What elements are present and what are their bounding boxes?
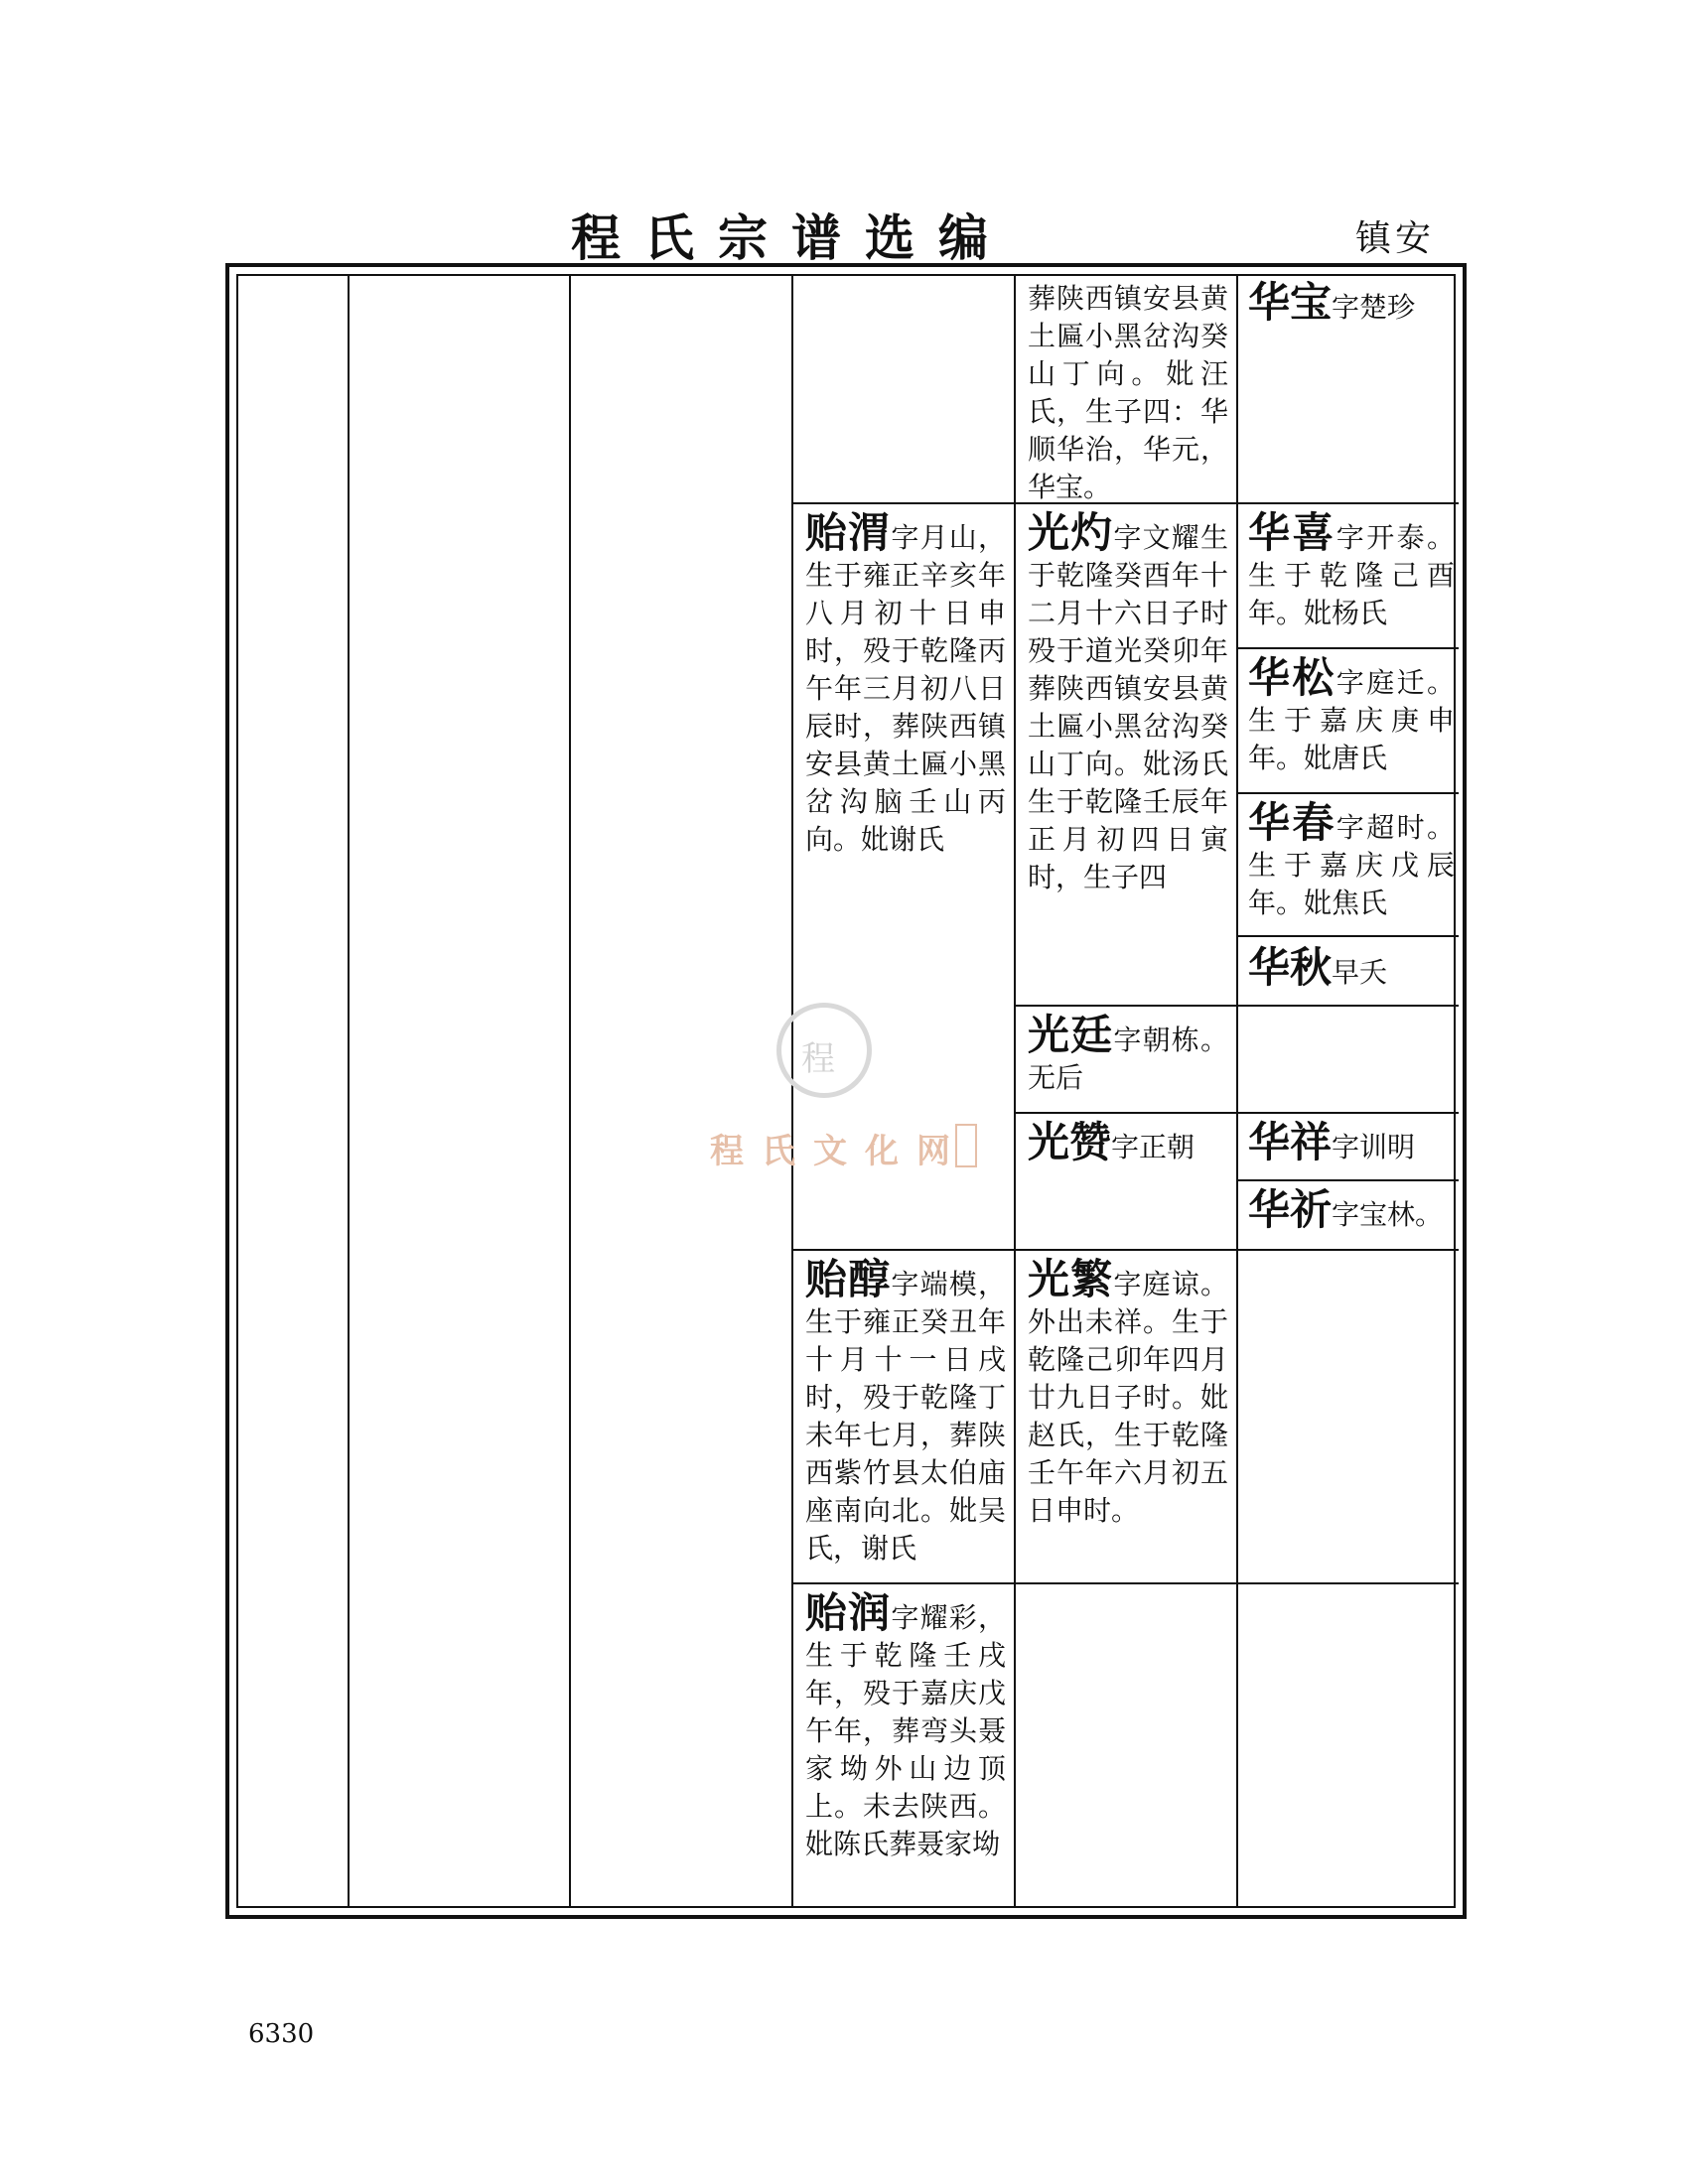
entry-name: 华祈 bbox=[1248, 1185, 1333, 1234]
entry-name: 光赞 bbox=[1028, 1118, 1112, 1166]
entry-huaqi bbox=[1248, 1187, 1455, 1234]
entry-huabao bbox=[1248, 280, 1455, 327]
entry-huaxiang bbox=[1248, 1120, 1455, 1166]
entry-desc: 字正朝 bbox=[1111, 1131, 1196, 1163]
entry-desc: 字宝林。 bbox=[1332, 1198, 1444, 1231]
entry-continuation bbox=[1028, 280, 1228, 506]
entry-name: 华春 bbox=[1248, 798, 1336, 847]
entry-desc: 字超时。生于嘉庆戊辰年。妣焦氏 bbox=[1248, 811, 1455, 919]
entry-desc: 字朝栋。无后 bbox=[1028, 1024, 1228, 1094]
entry-name: 光灼 bbox=[1028, 508, 1114, 557]
entry-guangting bbox=[1028, 1013, 1228, 1097]
place-label: 镇安 bbox=[1355, 218, 1436, 259]
column-divider bbox=[569, 276, 571, 1906]
entry-name: 贻渭 bbox=[805, 508, 892, 557]
entry-guangfan bbox=[1028, 1257, 1228, 1530]
row-divider bbox=[1014, 1112, 1459, 1114]
row-divider bbox=[791, 1249, 1459, 1251]
entry-desc: 字耀彩，生于乾隆壬戌年，殁于嘉庆戊午年，葬弯头聂家坳外山边顶上。未去陕西。妣陈氏葬聂家坳 bbox=[805, 1601, 1006, 1860]
entry-huaqiu bbox=[1248, 945, 1455, 992]
row-divider bbox=[1236, 1179, 1459, 1181]
entry-yichun bbox=[805, 1257, 1006, 1568]
row-divider bbox=[1236, 647, 1459, 649]
entry-desc: 字开泰。生于乾隆己酉年。妣杨氏 bbox=[1248, 521, 1455, 629]
watermark-text: 程氏文化网 bbox=[710, 1132, 968, 1171]
entry-name: 华喜 bbox=[1248, 508, 1336, 557]
entry-name: 贻醇 bbox=[805, 1255, 892, 1303]
entry-name: 光繁 bbox=[1028, 1255, 1114, 1303]
entry-name: 华祥 bbox=[1248, 1118, 1333, 1166]
watermark-seal-icon: 程 bbox=[776, 1003, 872, 1098]
row-divider bbox=[1236, 935, 1459, 937]
row-divider bbox=[1014, 1005, 1459, 1007]
entry-name: 华松 bbox=[1248, 653, 1336, 702]
entry-desc: 字文耀生于乾隆癸酉年十二月十六日子时殁于道光癸卯年葬陕西镇安县黄土匾小黑岔沟癸山丁向。妣汤氏生于乾隆壬辰年正月初四日寅时，生子四 bbox=[1028, 521, 1228, 893]
entry-name: 贻润 bbox=[805, 1588, 892, 1637]
entry-name: 光廷 bbox=[1028, 1011, 1114, 1059]
entry-desc: 字训明 bbox=[1332, 1131, 1416, 1163]
entry-guangzan bbox=[1028, 1120, 1228, 1166]
column-divider bbox=[791, 276, 793, 1906]
entry-yirun bbox=[805, 1590, 1006, 1863]
entry-desc: 葬陕西镇安县黄土匾小黑岔沟癸山丁向。妣汪氏，生子四：华顺华治，华元，华宝。 bbox=[1028, 282, 1228, 503]
entry-desc: 字月山，生于雍正辛亥年八月初十日申时，殁于乾隆丙午年三月初八日辰时，葬陕西镇安县黄土匾小黑岔沟脑壬山丙向。妣谢氏 bbox=[805, 521, 1006, 856]
entry-desc: 字楚珍 bbox=[1332, 291, 1416, 324]
entry-desc: 早夭 bbox=[1332, 956, 1388, 989]
entry-huaxi bbox=[1248, 510, 1455, 632]
entry-desc: 字端模，生于雍正癸丑年十月十一日戌时，殁于乾隆丁未年七月，葬陕西紫竹县太伯庙座南向北。妣吴氏，谢氏 bbox=[805, 1268, 1006, 1565]
entry-huasong bbox=[1248, 655, 1455, 777]
page-title: 程氏宗谱选编 bbox=[571, 209, 1012, 267]
entry-desc: 字庭迁。生于嘉庆庚申年。妣唐氏 bbox=[1248, 666, 1455, 774]
page-number: 6330 bbox=[248, 2019, 315, 2049]
entry-desc: 字庭谅。外出未祥。生于乾隆己卯年四月廿九日子时。妣赵氏，生于乾隆壬午年六月初五日申时。 bbox=[1028, 1268, 1228, 1527]
column-divider bbox=[1236, 276, 1238, 1906]
entry-name: 华秋 bbox=[1248, 943, 1333, 992]
entry-name: 华宝 bbox=[1248, 278, 1333, 327]
column-divider bbox=[1014, 276, 1016, 1906]
entry-guangzhuo bbox=[1028, 510, 1228, 896]
row-divider bbox=[1236, 792, 1459, 794]
row-divider bbox=[791, 1582, 1459, 1584]
watermark-stamp-icon bbox=[955, 1124, 977, 1167]
entry-huachun bbox=[1248, 800, 1455, 922]
entry-yiwei bbox=[805, 510, 1006, 859]
column-divider bbox=[348, 276, 350, 1906]
